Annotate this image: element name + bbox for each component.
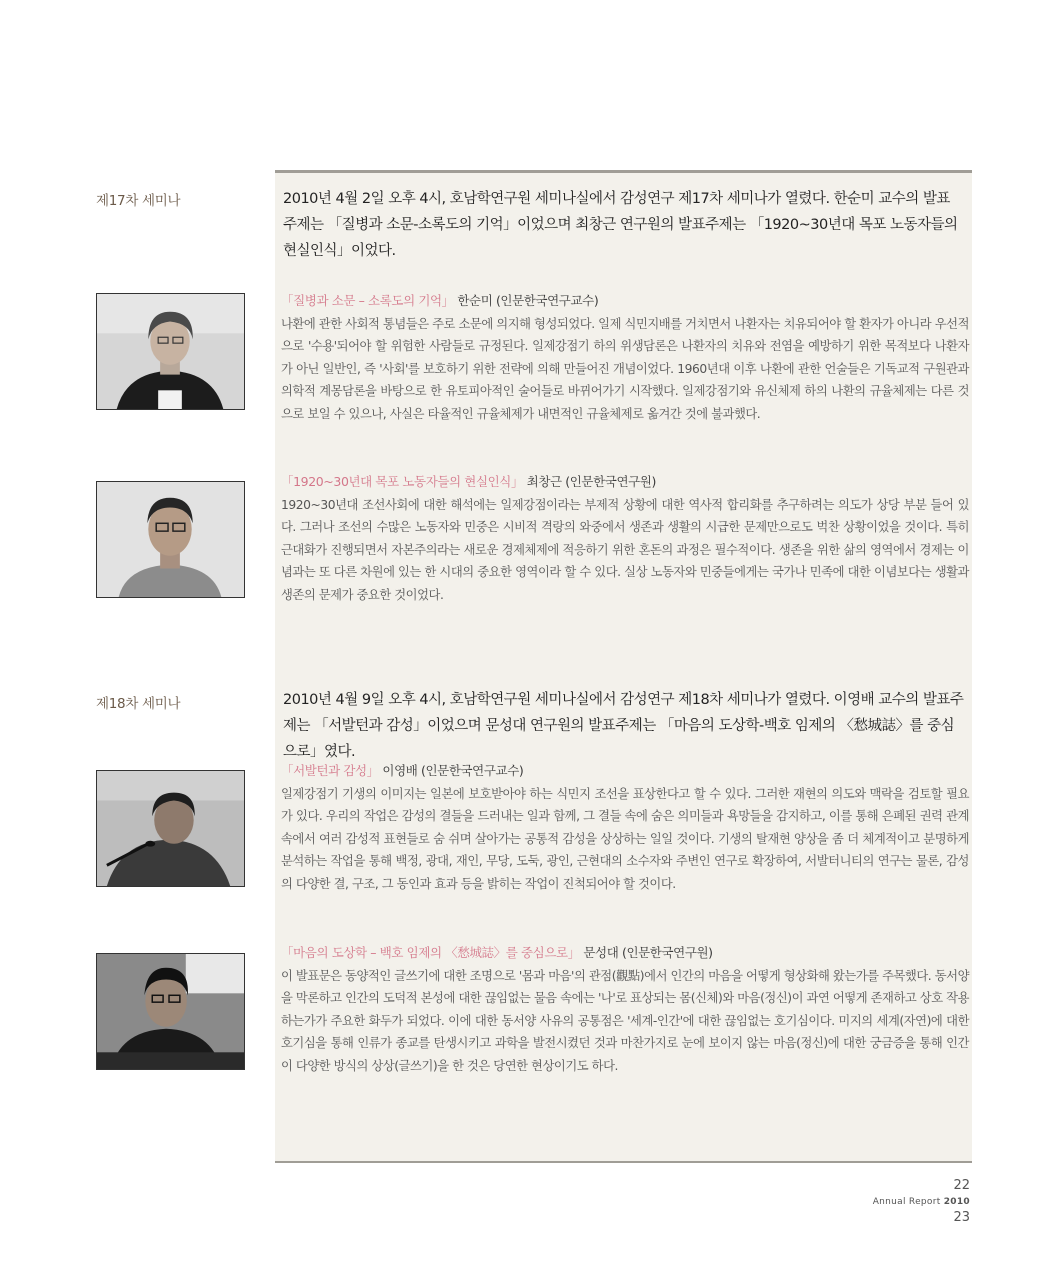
report-label: Annual Report [872,1197,941,1207]
seminar-18-intro: 2010년 4월 9일 오후 4시, 호남학연구원 세미나실에서 감성연구 제18차 세미나가 열렸다. 이영배 교수의 발표주제는 「서발턴과 감성」이었으며 문성대 연구원의 발표주제는 「마음의 도상학-백호 임제의 〈愁城誌〉를 중심으로」였다. [283,692,964,760]
talk-lee-youngbae [281,762,969,895]
talk-abstract: 나환에 관한 사회적 통념들은 주로 소문에 의지해 형성되었다. 일제 식민지배를 거치면서 나환자는 치유되어야 할 환자가 아니라 우선적으로 '수용'되어야 할 위험한 사람들로 규정된다. 일제강점기 하의 위생담론은 나환자의 치유와 전염을 예방하기 위한 목적보다 나환자가 아닌 일반인, 즉 '사회'를 보호하기 위한 전략에 의해 만들어진 개념이었다. 1960년대 이후 나환에 관한 언술들은 기독교적 구원관과 의학적 계몽담론을 바탕으로 한 유토피아적인 술어들로 바뀌어가기 시작했다. 일제강점기와 유신체제 하의 나환의 규율체제는 다른 것으로 보일 수 있으나, 사실은 타율적인 규율체제가 내면적인 규율체제로 옮겨간 것에 불과했다. [281,317,969,421]
photo-choi-changgeun [96,481,245,598]
talk-title [281,292,969,310]
talk-topic: 「서발턴과 감성」 [281,763,379,778]
photo-moon-sungdae [96,953,245,1070]
talk-title [281,762,969,780]
report-year: 2010 [943,1197,970,1207]
talk-choi-changgeun [281,473,969,606]
talk-abstract: 일제강점기 기생의 이미지는 일본에 보호받아야 하는 식민지 조선을 표상한다고 할 수 있다. 그러한 재현의 의도와 맥락을 검토할 필요가 있다. 우리의 작업은 감성의 결들을 드러내는 일과 함께, 그 결들 속에 숨은 의미들과 욕망들을 감지하고, 이를 통해 은폐된 권력 관계 속에서 여러 감성적 표현들로 숨 쉬며 살아가는 공통적 감성을 상상하는 일일 것이다. 기생의 탈재현 양상을 좀 더 체계적이고 분명하게 분석하는 작업을 통해 백정, 광대, 재인, 무당, 도둑, 광인, 근현대의 소수자와 주변인 연구로 확장하여, 서발터니티의 연구는 물론, 감성의 다양한 결, 구조, 그 동인과 효과 등을 밝히는 작업이 진척되어야 할 것이다. [281,787,969,891]
page-number-right: 23 [953,1210,970,1225]
seminar-17-intro: 2010년 4월 2일 오후 4시, 호남학연구원 세미나실에서 감성연구 제17차 세미나가 열렸다. 한순미 교수의 발표 주제는 「질병과 소문-소록도의 기억」이었으며 최창근 연구원의 발표주제는 「1920~30년대 목포 노동자들의 현실인식」이었다. [283,191,958,259]
talk-topic: 「1920~30년대 목포 노동자들의 현실인식」 [281,474,524,489]
photo-han-sunmi [96,293,245,410]
talk-topic: 「질병과 소문 – 소록도의 기억」 [281,293,454,308]
talk-topic: 「마음의 도상학 – 백호 임제의 〈愁城誌〉를 중심으로」 [281,945,580,960]
annual-report-label [873,1197,970,1207]
talk-speaker: 최창근 (인문한국연구원) [526,474,656,489]
talk-moon-sungdae [281,944,969,1077]
photo-lee-youngbae [96,770,245,887]
talk-abstract: 이 발표문은 동양적인 글쓰기에 대한 조명으로 '몸과 마음'의 관점(觀點)에서 인간의 마음을 어떻게 형상화해 왔는가를 주목했다. 동서양을 막론하고 인간의 도덕적 본성에 대한 끊임없는 물음 속에는 '나'로 표상되는 몸(신체)와 마음(정신)이 과연 어떻게 존재하고 상호 작용하는가가 주요한 화두가 되었다. 이에 대한 동서양 사유의 공통점은 '세계-인간'에 대한 끊임없는 호기심이다. 미지의 세계(자연)에 대한 호기심을 통해 인류가 종교를 탄생시키고 과학을 발전시켰던 것과 마찬가지로 눈에 보이지 않는 마음(정신)에 대한 궁금증을 통해 인간이 다양한 방식의 상상(글쓰기)을 한 것은 당연한 현상이기도 하다. [281,969,969,1073]
seminar-17-label: 제17차 세미나 [96,193,181,209]
talk-abstract: 1920~30년대 조선사회에 대한 해석에는 일제강점이라는 부제적 상황에 대한 역사적 합리화를 추구하려는 의도가 상당 부분 들어 있다. 그러나 조선의 수많은 노동자와 민중은 시비적 격랑의 와중에서 생존과 생활의 시급한 문제만으로도 벅찬 상황이었을 것이다. 특히 근대화가 진행되면서 자본주의라는 새로운 경제체제에 적응하기 위한 혼돈의 과정은 필수적이다. 생존을 위한 삶의 영역에서 경제는 이념과는 또 다른 차원에 있는 한 시대의 중요한 영역이라 할 수 있다. 실상 노동자와 민중들에게는 국가나 민족에 대한 이념보다는 생활과 생존의 문제가 중요한 것이었다. [281,498,969,602]
talk-title [281,473,969,491]
talk-speaker: 한순미 (인문한국연구교수) [457,293,599,308]
talk-han-sunmi [281,292,969,425]
seminar-18-label: 제18차 세미나 [96,696,181,712]
page-number-left: 22 [953,1178,970,1193]
talk-speaker: 문성대 (인문한국연구원) [583,945,713,960]
talk-speaker: 이영배 (인문한국연구교수) [382,763,524,778]
talk-title [281,944,969,962]
